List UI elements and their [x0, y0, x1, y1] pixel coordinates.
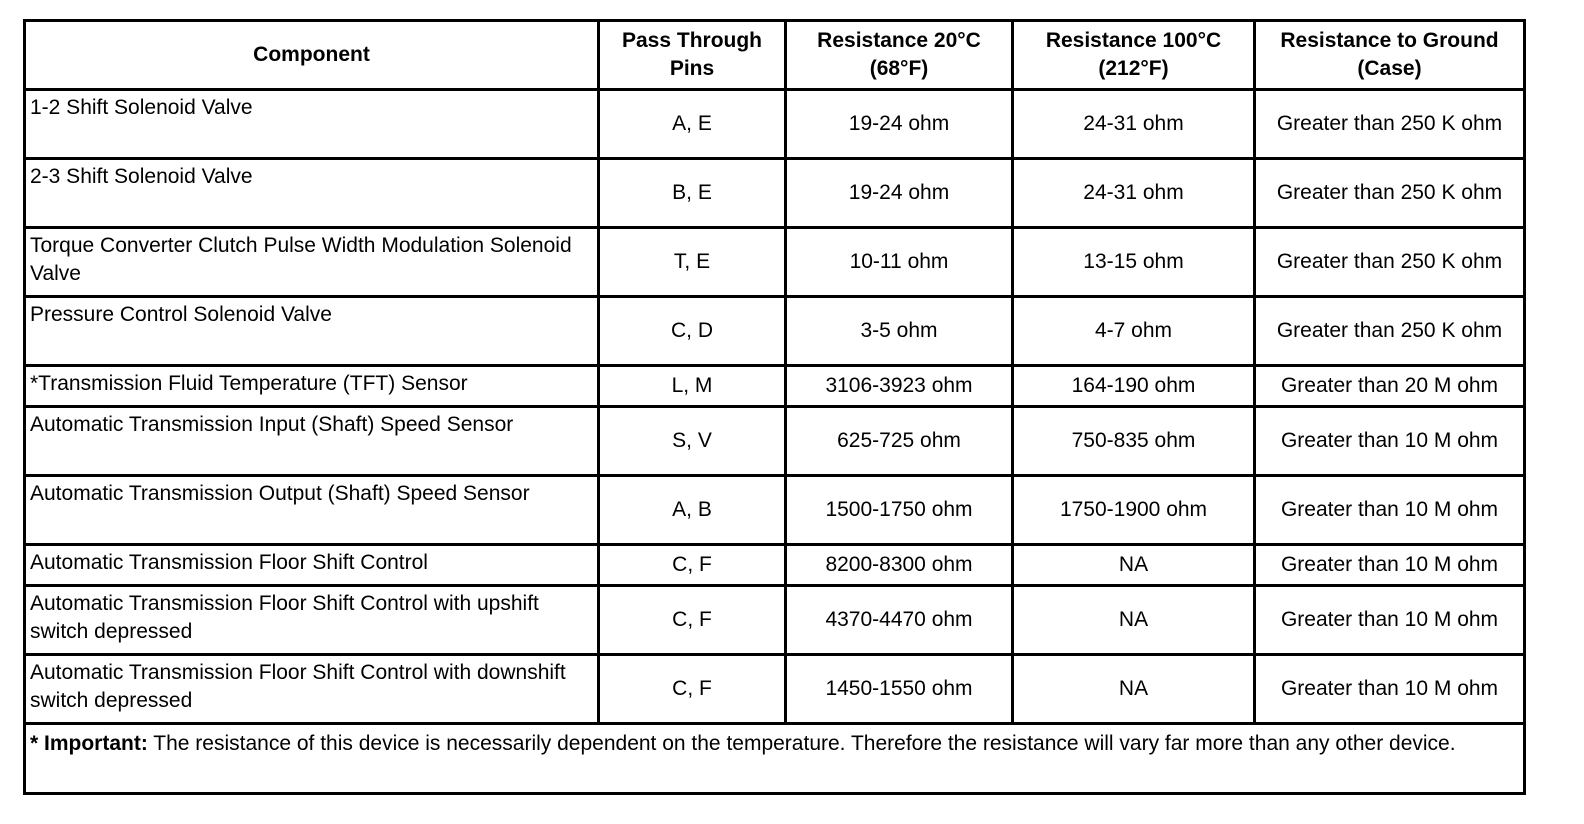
cell-resistance-20c: 3-5 ohm — [786, 297, 1013, 366]
cell-resistance-20c: 3106-3923 ohm — [786, 366, 1013, 407]
cell-resistance-20c: 1450-1550 ohm — [786, 655, 1013, 724]
cell-resistance-20c: 4370-4470 ohm — [786, 586, 1013, 655]
cell-component: Automatic Transmission Floor Shift Control with upshift switch depressed — [25, 586, 599, 655]
cell-component: Automatic Transmission Floor Shift Control with downshift switch depressed — [25, 655, 599, 724]
cell-resistance-20c: 19-24 ohm — [786, 90, 1013, 159]
cell-resistance-100c: NA — [1013, 545, 1255, 586]
table-row — [25, 228, 1525, 297]
cell-resistance-ground: Greater than 10 M ohm — [1255, 476, 1525, 545]
table-row — [25, 366, 1525, 407]
cell-resistance-100c: 1750-1900 ohm — [1013, 476, 1255, 545]
cell-resistance-20c: 1500-1750 ohm — [786, 476, 1013, 545]
cell-component: 2-3 Shift Solenoid Valve — [25, 159, 599, 228]
cell-component: *Transmission Fluid Temperature (TFT) Sensor — [25, 366, 599, 407]
cell-resistance-ground: Greater than 250 K ohm — [1255, 228, 1525, 297]
table-row — [25, 476, 1525, 545]
important-label: * Important: — [30, 732, 148, 755]
cell-resistance-20c: 8200-8300 ohm — [786, 545, 1013, 586]
resistance-table-container — [23, 19, 1523, 795]
cell-resistance-ground: Greater than 20 M ohm — [1255, 366, 1525, 407]
cell-pins: S, V — [599, 407, 786, 476]
important-note — [25, 724, 1525, 794]
cell-resistance-100c: 164-190 ohm — [1013, 366, 1255, 407]
header-resistance-100c: Resistance 100°C (212°F) — [1013, 21, 1255, 90]
cell-resistance-ground: Greater than 10 M ohm — [1255, 407, 1525, 476]
cell-pins: C, D — [599, 297, 786, 366]
cell-resistance-100c: 24-31 ohm — [1013, 159, 1255, 228]
cell-resistance-20c: 10-11 ohm — [786, 228, 1013, 297]
table-row — [25, 407, 1525, 476]
cell-resistance-ground: Greater than 10 M ohm — [1255, 545, 1525, 586]
cell-resistance-20c: 625-725 ohm — [786, 407, 1013, 476]
cell-component: 1-2 Shift Solenoid Valve — [25, 90, 599, 159]
cell-component: Pressure Control Solenoid Valve — [25, 297, 599, 366]
cell-resistance-ground: Greater than 250 K ohm — [1255, 297, 1525, 366]
cell-pins: C, F — [599, 545, 786, 586]
cell-pins: L, M — [599, 366, 786, 407]
table-row — [25, 545, 1525, 586]
table-row — [25, 586, 1525, 655]
cell-resistance-20c: 19-24 ohm — [786, 159, 1013, 228]
cell-resistance-ground: Greater than 10 M ohm — [1255, 655, 1525, 724]
cell-resistance-100c: 13-15 ohm — [1013, 228, 1255, 297]
cell-pins: C, F — [599, 586, 786, 655]
table-row — [25, 297, 1525, 366]
cell-component: Automatic Transmission Input (Shaft) Speed Sensor — [25, 407, 599, 476]
cell-resistance-ground: Greater than 10 M ohm — [1255, 586, 1525, 655]
cell-component: Automatic Transmission Output (Shaft) Speed Sensor — [25, 476, 599, 545]
cell-resistance-ground: Greater than 250 K ohm — [1255, 159, 1525, 228]
cell-pins: B, E — [599, 159, 786, 228]
cell-pins: A, B — [599, 476, 786, 545]
cell-component: Torque Converter Clutch Pulse Width Modulation Solenoid Valve — [25, 228, 599, 297]
cell-resistance-100c: NA — [1013, 655, 1255, 724]
cell-resistance-100c: 750-835 ohm — [1013, 407, 1255, 476]
cell-component: Automatic Transmission Floor Shift Control — [25, 545, 599, 586]
cell-resistance-100c: NA — [1013, 586, 1255, 655]
header-resistance-ground: Resistance to Ground (Case) — [1255, 21, 1525, 90]
header-component: Component — [25, 21, 599, 90]
cell-pins: A, E — [599, 90, 786, 159]
resistance-table — [23, 19, 1526, 795]
note-row — [25, 724, 1525, 794]
important-text: The resistance of this device is necessarily dependent on the temperature. Therefore the resistance will vary far more than any other device. — [147, 732, 1456, 755]
table-row — [25, 90, 1525, 159]
cell-pins: C, F — [599, 655, 786, 724]
table-row — [25, 159, 1525, 228]
table-row — [25, 655, 1525, 724]
header-pins: Pass Through Pins — [599, 21, 786, 90]
cell-resistance-100c: 4-7 ohm — [1013, 297, 1255, 366]
cell-pins: T, E — [599, 228, 786, 297]
table-header-row — [25, 21, 1525, 90]
header-resistance-20c: Resistance 20°C (68°F) — [786, 21, 1013, 90]
cell-resistance-100c: 24-31 ohm — [1013, 90, 1255, 159]
cell-resistance-ground: Greater than 250 K ohm — [1255, 90, 1525, 159]
